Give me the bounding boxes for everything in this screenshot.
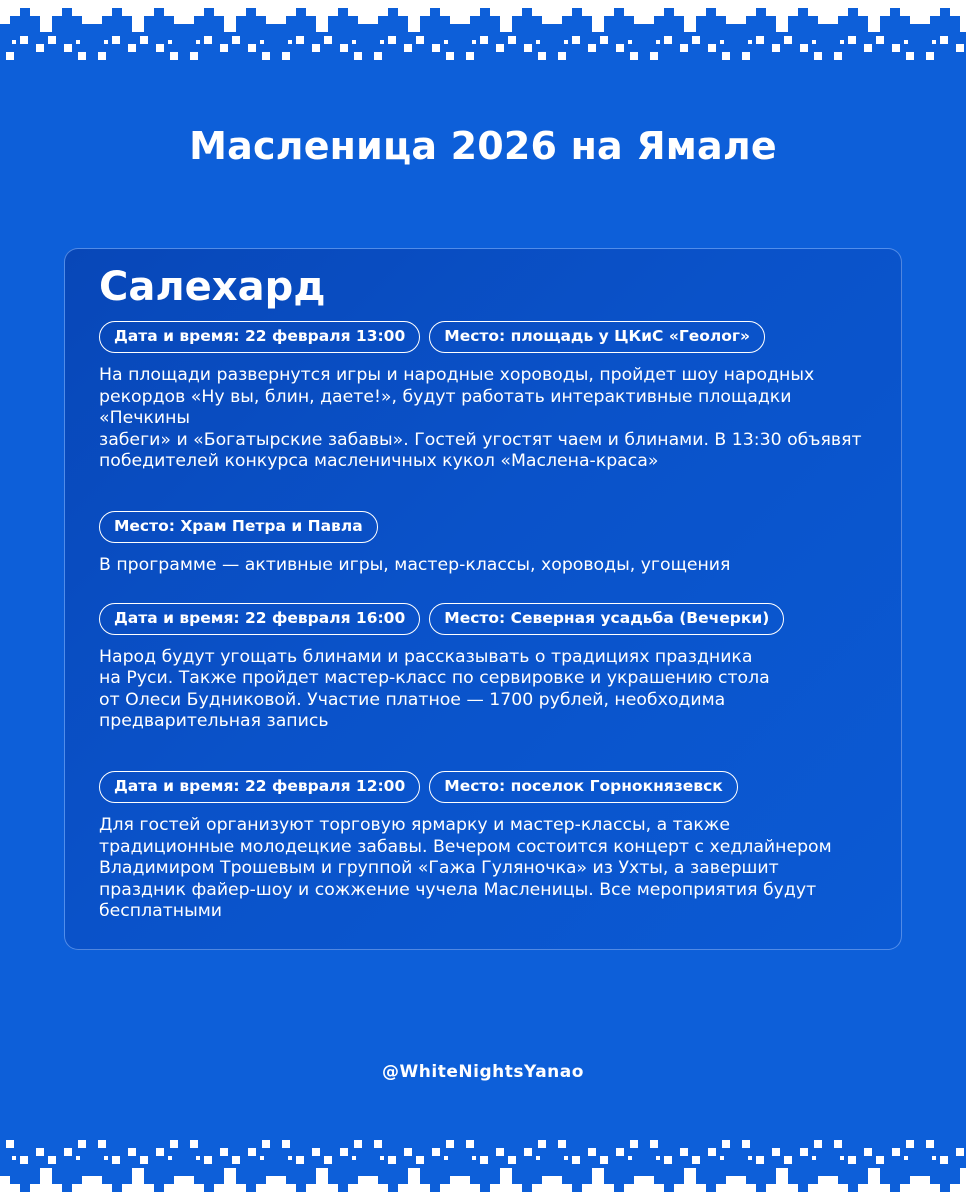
datetime-badge: Дата и время: 22 февраля 16:00 — [99, 603, 420, 635]
event-tags — [99, 771, 867, 803]
place-badge: Место: площадь у ЦКиС «Геолог» — [429, 321, 765, 353]
event-description: Народ будут угощать блинами и рассказывать о традициях праздника на Руси. Также пройдет мастер-класс по сервировке и украшению стола от Олеси Будниковой. Участие платное — 1700 рублей, необходима предварительная запись — [99, 646, 770, 732]
footer-handle: @WhiteNightsYanao — [382, 1062, 584, 1082]
page-title: Масленица 2026 на Ямале — [189, 124, 777, 168]
place-badge: Место: Северная усадьба (Вечерки) — [429, 603, 784, 635]
event-item — [99, 321, 867, 473]
bottom-ornament-band — [0, 1128, 966, 1200]
folk-ornament-icon — [0, 1128, 966, 1200]
datetime-badge: Дата и время: 22 февраля 13:00 — [99, 321, 420, 353]
datetime-badge: Дата и время: 22 февраля 12:00 — [99, 771, 420, 803]
events-card — [64, 248, 902, 950]
place-badge: Место: поселок Горнокнязевск — [429, 771, 738, 803]
city-heading: Салехард — [99, 264, 326, 310]
event-description: На площади развернутся игры и народные хороводы, пройдет шоу народных рекордов «Ну вы, блин, даете!», будут работать интерактивные площадки «Печкины забеги» и «Богатырские забавы». Гостей угостят чаем и блинами. В 13:30 объявят победителей конкурса масленичных кукол «Маслена-краса» — [99, 365, 862, 472]
place-badge: Место: Храм Петра и Павла — [99, 511, 378, 543]
folk-ornament-icon — [0, 0, 966, 72]
event-tags — [99, 603, 867, 635]
event-tags — [99, 321, 867, 353]
event-description: В программе — активные игры, мастер-классы, хороводы, угощения — [99, 554, 731, 575]
event-item — [99, 771, 867, 923]
event-description: Для гостей организуют торговую ярмарку и мастер-классы, а также традиционные молодецкие забавы. Вечером состоится концерт с хедлайнером Владимиром Трошевым и группой «Гажа Гуляночка» из Ухты, а завершит праздник файер-шоу и сожжение чучела Масленицы. Все мероприятия будут бесплатными — [99, 814, 832, 922]
top-ornament-band — [0, 0, 966, 72]
event-item — [99, 603, 867, 733]
event-tags — [99, 511, 867, 543]
event-item — [99, 511, 867, 577]
